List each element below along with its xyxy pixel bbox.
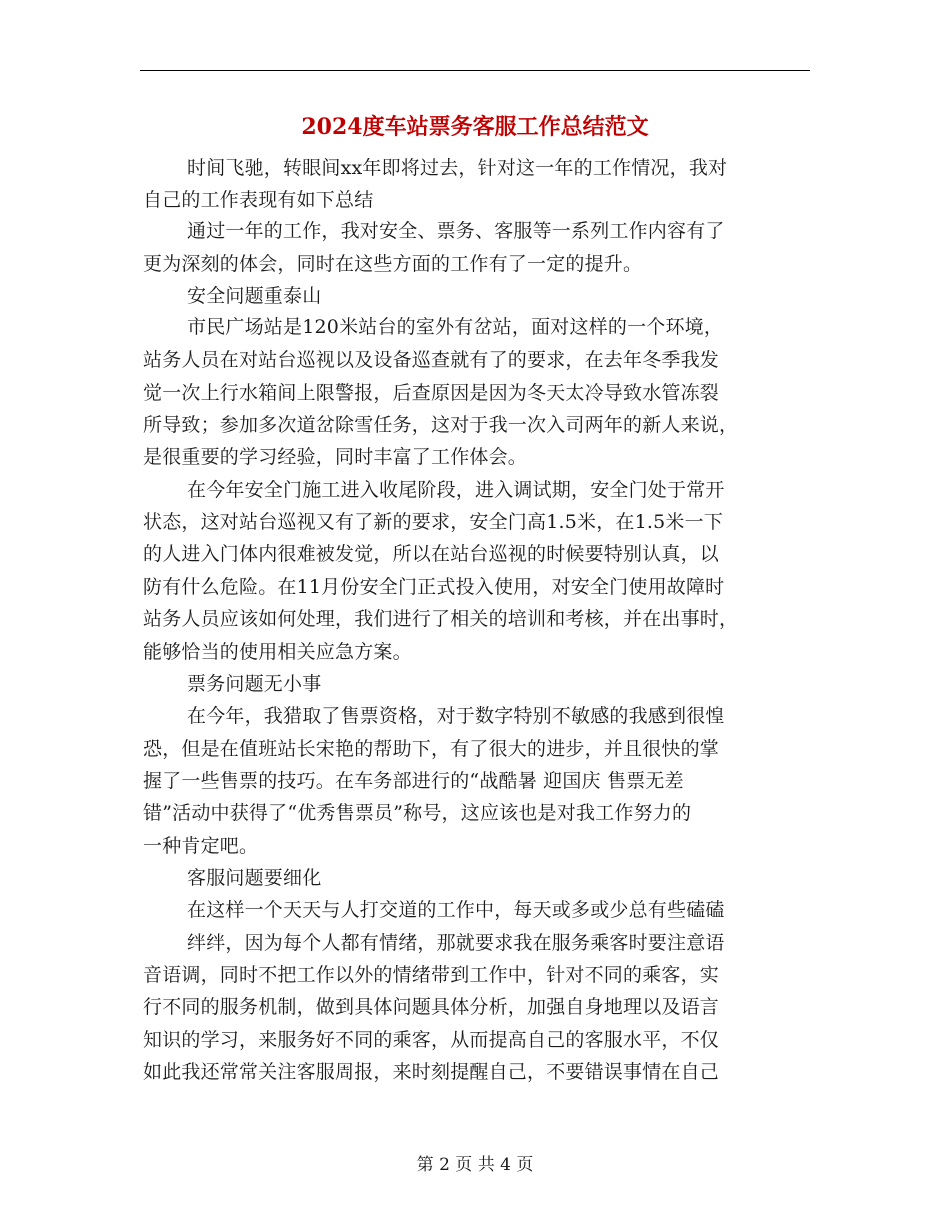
- paragraph-line: 站务人员应该如何处理，我们进行了相关的培训和考核，并在出事时，: [143, 608, 739, 630]
- paragraph-line: 绊绊，因为每个人都有情绪，那就要求我在服务乘客时要注意语: [187, 932, 725, 954]
- paragraph-line: 知识的学习，来服务好不同的乘客，从而提高自己的客服水平，不仅: [143, 1029, 720, 1051]
- paragraph-line: 握了一些售票的技巧。在车务部进行的“战酷暑 迎国庆 售票无差: [143, 770, 684, 792]
- header-rule: [140, 70, 810, 71]
- paragraph-line: 在这样一个天天与人打交道的工作中，每天或多或少总有些磕磕: [187, 899, 725, 921]
- paragraph-line: 一种肯定吧。: [143, 835, 259, 857]
- page-number: 第 2 页 共 4 页: [416, 1155, 534, 1175]
- paragraph-line: 行不同的服务机制，做到具体问题具体分析，加强自身地理以及语言: [143, 996, 720, 1018]
- paragraph-line: 站务人员在对站台巡视以及设备巡查就有了的要求，在去年冬季我发: [143, 349, 720, 371]
- paragraph-line: 在今年，我猎取了售票资格，对于数字特别不敏感的我感到很惶: [187, 705, 725, 727]
- paragraph-line: 恐，但是在值班站长宋艳的帮助下，有了很大的进步，并且很快的掌: [143, 738, 720, 760]
- paragraph-line: 是很重要的学习经验，同时丰富了工作体会。: [143, 446, 528, 468]
- paragraph-line: 在今年安全门施工进入收尾阶段，进入调试期，安全门处于常开: [187, 479, 725, 501]
- paragraph-line: 状态，这对站台巡视又有了新的要求，安全门高1.5米，在1.5米一下: [143, 511, 724, 533]
- paragraph-line: 更为深刻的体会，同时在这些方面的工作有了一定的提升。: [143, 253, 643, 275]
- paragraph-line: 所导致；参加多次道岔除雪任务，这对于我一次入司两年的新人来说，: [143, 414, 739, 436]
- paragraph-line: 错”活动中获得了“优秀售票员”称号，这应该也是对我工作努力的: [143, 802, 692, 824]
- paragraph-line: 自己的工作表现有如下总结: [143, 189, 374, 211]
- paragraph-line: 的人进入门体内很难被发觉，所以在站台巡视的时候要特别认真，以: [143, 543, 720, 565]
- paragraph-line: 防有什么危险。在11月份安全门正式投入使用，对安全门使用故障时: [143, 576, 725, 598]
- section-heading: 票务问题无小事: [187, 673, 322, 695]
- paragraph-line: 时间飞驰，转眼间xx年即将过去，针对这一年的工作情况，我对: [187, 157, 728, 179]
- paragraph-line: 如此我还常常关注客服周报，来时刻提醒自己，不要错误事情在自己: [143, 1061, 720, 1083]
- section-heading: 客服问题要细化: [187, 867, 322, 889]
- paragraph-line: 通过一年的工作，我对安全、票务、客服等一系列工作内容有了: [187, 220, 725, 242]
- paragraph-line: 市民广场站是120米站台的室外有岔站，面对这样的一个环境，: [187, 316, 724, 338]
- document-title: 2024度车站票务客服工作总结范文: [301, 114, 649, 140]
- paragraph-line: 能够恰当的使用相关应急方案。: [143, 641, 412, 663]
- paragraph-line: 音语调，同时不把工作以外的情绪带到工作中，针对不同的乘客，实: [143, 964, 720, 986]
- paragraph-line: 觉一次上行水箱间上限警报，后查原因是因为冬天太冷导致水管冻裂: [143, 382, 720, 404]
- section-heading: 安全问题重泰山: [187, 285, 322, 307]
